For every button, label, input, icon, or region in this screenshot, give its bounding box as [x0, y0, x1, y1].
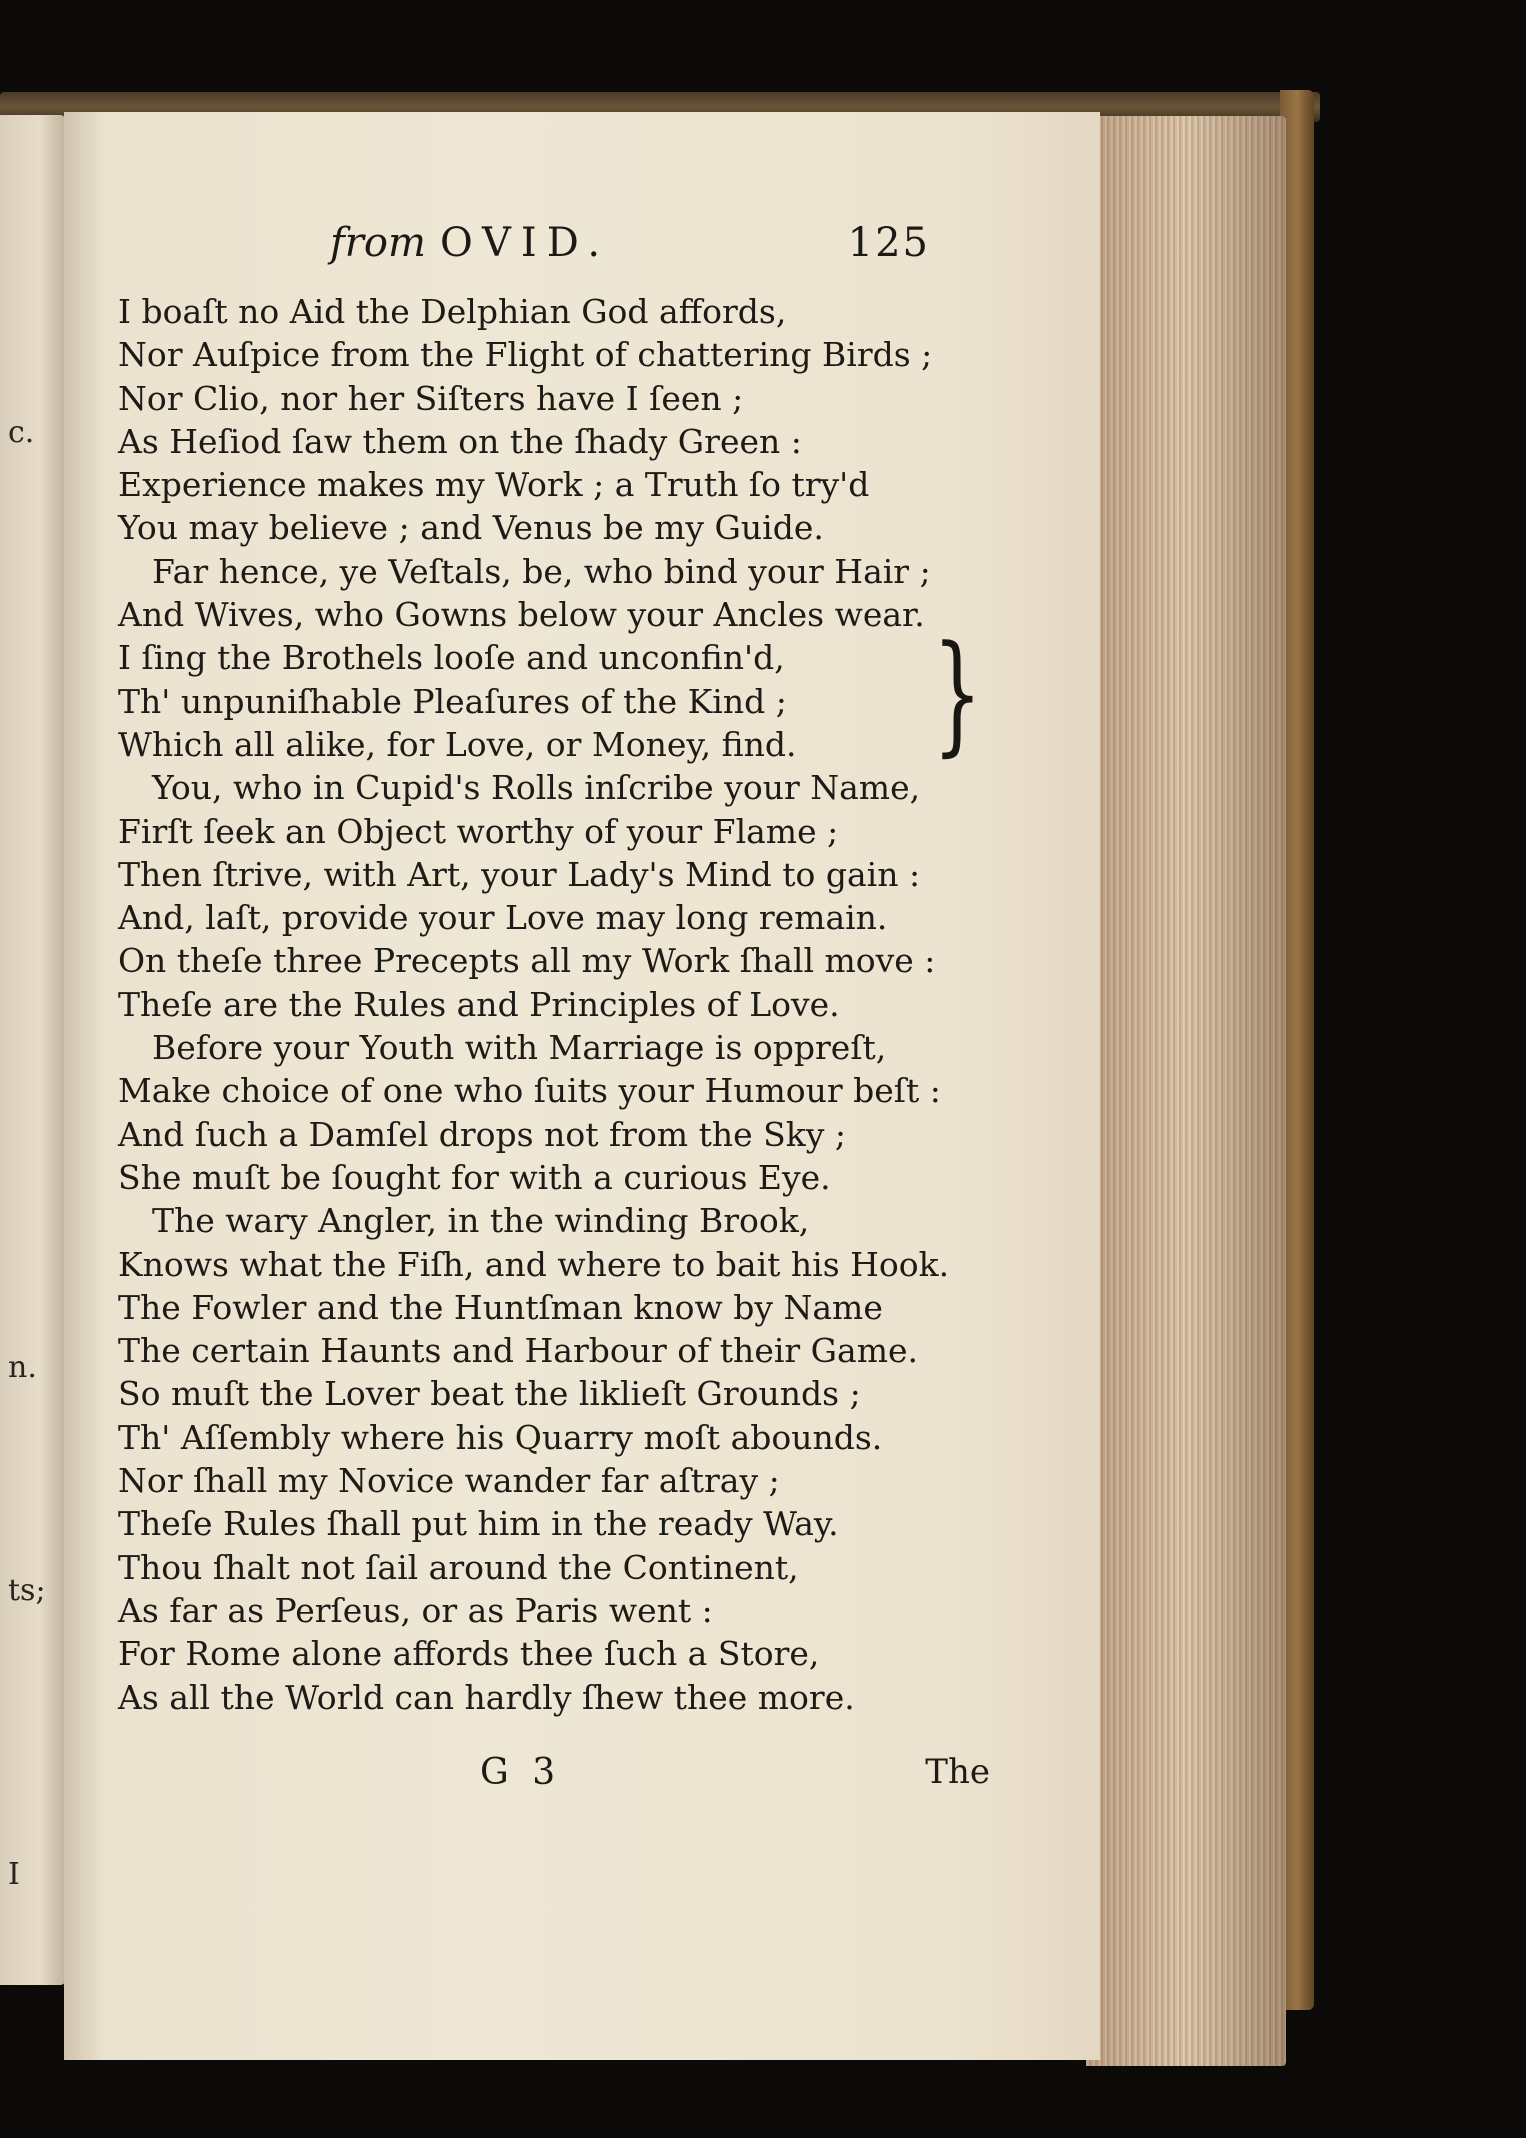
poem-line: And, laſt, provide your Love may long remain. — [118, 898, 888, 938]
left-page-fragment: n. — [8, 1350, 37, 1385]
poem-line: The Fowler and the Huntſman know by Name — [118, 1287, 883, 1327]
poem-line: I ſing the Brothels looſe and unconfin'd, — [118, 638, 785, 678]
page-header — [330, 220, 930, 280]
left-page-fragment: I — [8, 1857, 20, 1892]
poem-line: On theſe three Precepts all my Work ſhall move : — [118, 941, 936, 981]
page-number: 125 — [847, 220, 930, 266]
running-head-italic: from — [330, 220, 426, 266]
poem-line: As Heſiod ſaw them on the ſhady Green : — [118, 421, 802, 461]
poem-line: You may believe ; and Venus be my Guide. — [118, 508, 824, 548]
page-edges — [1086, 116, 1286, 2066]
left-page-fragment: c. — [8, 415, 35, 450]
poem-line: As far as Perſeus, or as Paris went : — [118, 1590, 713, 1630]
poem-line: The certain Haunts and Harbour of their Game. — [118, 1331, 919, 1371]
poem-line: Theſe Rules ſhall put him in the ready Way. — [118, 1504, 839, 1544]
poem-line: Which all alike, for Love, or Money, find. — [118, 724, 797, 764]
poem-line: Experience makes my Work ; a Truth ſo try'd — [118, 465, 870, 505]
poem-line: Firſt ſeek an Object worthy of your Flame ; — [118, 811, 839, 851]
running-head — [330, 220, 610, 266]
page-footer — [480, 1752, 990, 1802]
running-head-title: OVID. — [439, 220, 611, 266]
poem-text — [118, 290, 950, 1719]
poem-line: Thou ſhalt not ſail around the Continent, — [118, 1547, 799, 1587]
poem-line: She muſt be ſought for with a curious Eye. — [118, 1157, 831, 1197]
signature-mark: G 3 — [480, 1752, 562, 1793]
left-page-fragment: ts; — [8, 1573, 46, 1608]
poem-line: I boaſt no Aid the Delphian God affords, — [118, 292, 787, 331]
poem-line: And Wives, who Gowns below your Ancles wear. — [118, 595, 925, 635]
left-page-edge — [0, 115, 66, 1985]
poem-line: Nor Clio, nor her Siſters have I ſeen ; — [118, 378, 744, 418]
poem-line: Make choice of one who ſuits your Humour beſt : — [118, 1071, 941, 1111]
poem-line: You, who in Cupid's Rolls inſcribe your Name, — [152, 768, 921, 808]
poem-line: For Rome alone affords thee ſuch a Store, — [118, 1634, 820, 1674]
poem-line: So muſt the Lover beat the liklieſt Grounds ; — [118, 1374, 861, 1414]
poem-line: Far hence, ye Veſtals, be, who bind your Hair ; — [152, 551, 931, 591]
poem-line: Nor ſhall my Novice wander far aſtray ; — [118, 1461, 780, 1501]
poem-line: Before your Youth with Marriage is oppreſt, — [152, 1028, 887, 1068]
poem-line: As all the World can hardly ſhew thee more. — [118, 1677, 855, 1717]
poem-line: Th' unpuniſhable Pleaſures of the Kind ; — [118, 681, 787, 721]
poem-line: Theſe are the Rules and Principles of Love. — [118, 984, 840, 1024]
triplet-brace: } — [932, 617, 983, 769]
poem-line: And ſuch a Damſel drops not from the Sky ; — [118, 1114, 846, 1154]
poem-line: Then ſtrive, with Art, your Lady's Mind to gain : — [118, 854, 921, 894]
poem-line: Nor Auſpice from the Flight of chattering Birds ; — [118, 335, 933, 375]
poem-line: Th' Aſſembly where his Quarry moſt abounds. — [118, 1417, 883, 1457]
poem-line: The wary Angler, in the winding Brook, — [152, 1201, 810, 1241]
catchword: The — [925, 1752, 990, 1792]
poem-line: Knows what the Fiſh, and where to bait his Hook. — [118, 1244, 950, 1284]
